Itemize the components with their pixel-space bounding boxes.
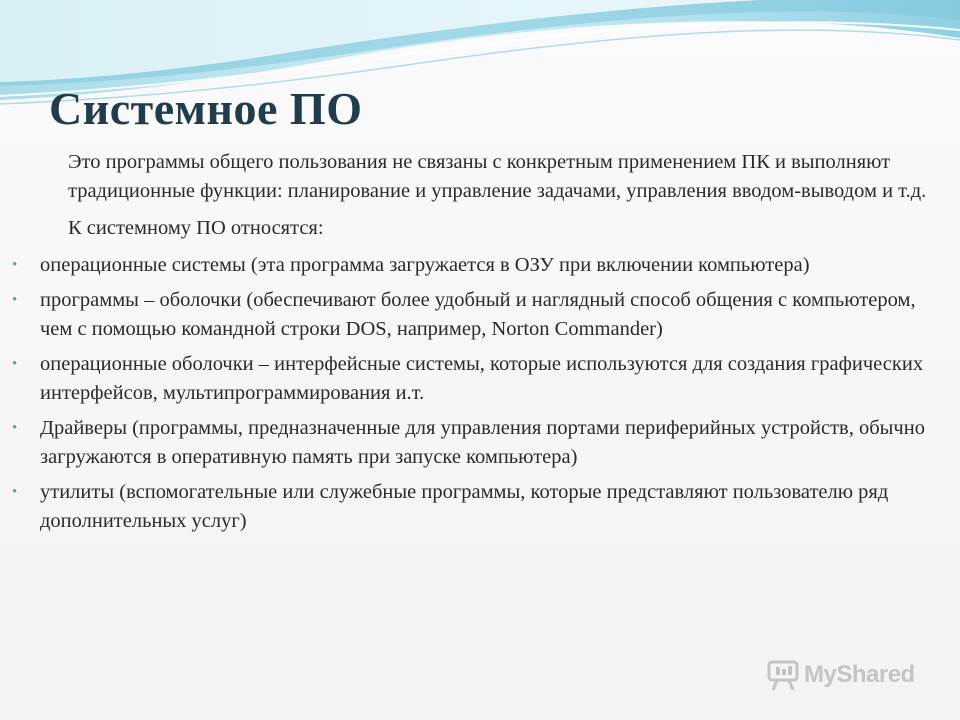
list-item-text: операционные оболочки – интерфейсные системы, которые используются для создания графических интерфейсов, мультипрограммирования и.т. — [40, 353, 924, 404]
bullet-icon: • — [12, 356, 18, 372]
list-intro: К системному ПО относятся: — [68, 217, 324, 239]
list-item — [12, 414, 945, 472]
intro-paragraph-text: Это программы общего пользования не связаны с конкретным применением ПК и выполняют традиционные функции: планирование и управление задачами, управления вводом-выводом и т.д. — [68, 151, 927, 202]
list-item — [12, 350, 945, 408]
list-item-text: операционные системы (эта программа загружается в ОЗУ при включении компьютера) — [40, 254, 810, 276]
list-item — [12, 478, 945, 536]
presentation-board-icon — [766, 658, 800, 692]
list-item-text: утилиты (вспомогательные или служебные программы, которые представляют пользователю ряд дополнительных услуг) — [40, 481, 889, 532]
watermark-label: MyShared — [804, 661, 915, 688]
myshared-watermark[interactable] — [766, 655, 915, 695]
list-item-text: программы – оболочки (обеспечивают более удобный и наглядный способ общения с компьютером, чем с помощью командной строки DOS, например, Norton Commander) — [40, 289, 916, 340]
intro-paragraph — [40, 148, 945, 206]
system-software-list — [12, 251, 945, 536]
bullet-icon: • — [12, 292, 18, 308]
slide-body — [12, 148, 945, 542]
list-item — [12, 251, 945, 280]
bullet-icon: • — [12, 257, 18, 273]
bullet-icon: • — [12, 484, 18, 500]
bullet-icon: • — [12, 420, 18, 436]
list-item-text: Драйверы (программы, предназначенные для управления портами периферийных устройств, обычно загружаются в оперативную память при запуске компьютера) — [40, 417, 925, 468]
list-item — [12, 286, 945, 344]
slide-title: Системное ПО — [49, 83, 363, 134]
